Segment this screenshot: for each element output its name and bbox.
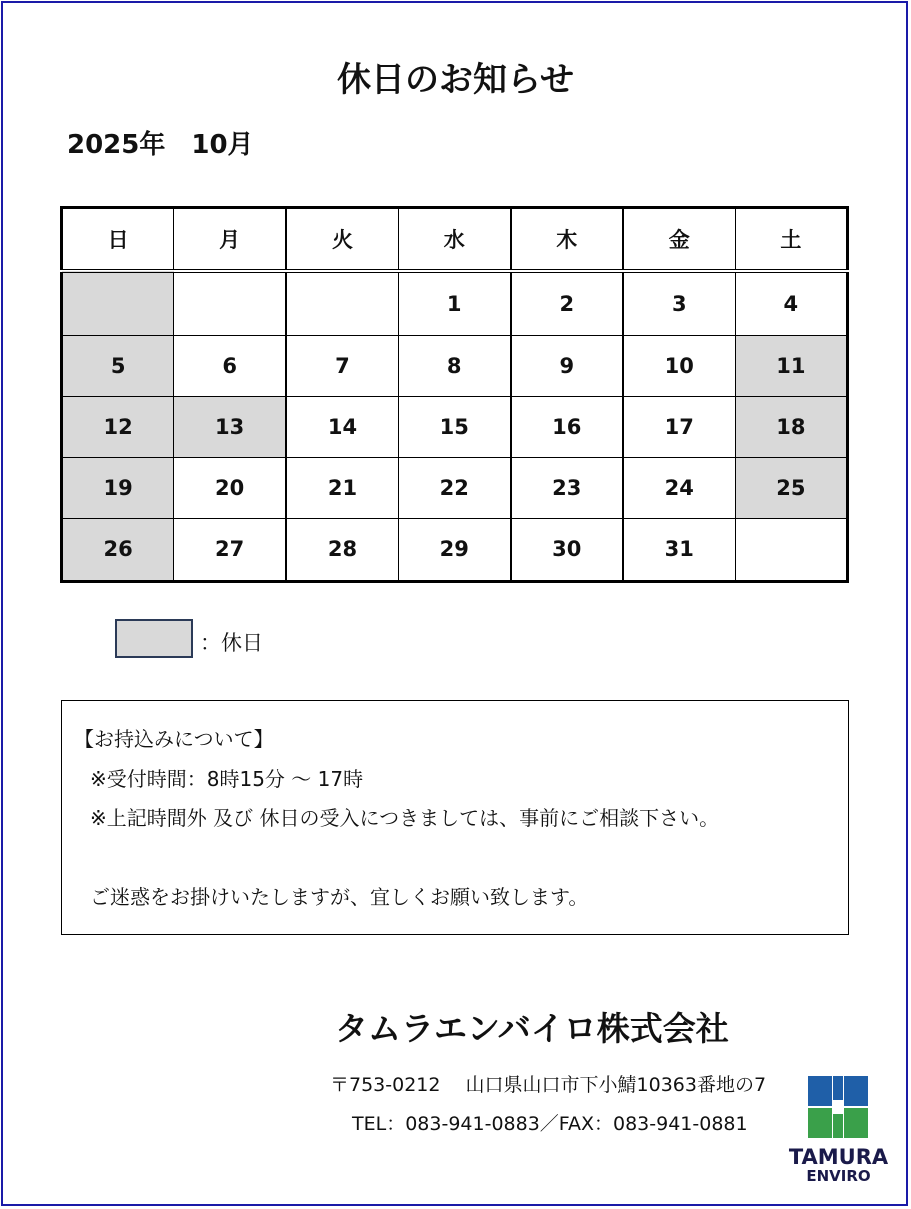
notice-box: [61, 700, 849, 935]
calendar-day: 27: [174, 518, 286, 581]
calendar-day: 9: [511, 336, 623, 397]
calendar-day: 6: [174, 336, 286, 397]
calendar-day: 22: [398, 457, 510, 518]
weekday-header: 月: [174, 208, 286, 272]
calendar-day: 16: [511, 396, 623, 457]
calendar-day: [735, 518, 847, 581]
calendar-day-holiday: [62, 271, 174, 336]
weekday-header: 火: [286, 208, 398, 272]
notice-closing: ご迷惑をお掛けいたしますが、宜しくお願い致します。: [90, 885, 589, 909]
calendar-day: 29: [398, 518, 510, 581]
calendar-day: 21: [286, 457, 398, 518]
calendar-day: 3: [623, 271, 735, 336]
page-title: 休日のお知らせ: [337, 60, 574, 100]
calendar-day: 8: [398, 336, 510, 397]
calendar-day: 4: [735, 271, 847, 336]
calendar-day: 17: [623, 396, 735, 457]
calendar-day: 28: [286, 518, 398, 581]
logo-text-tamura: TAMURA: [788, 1145, 889, 1169]
weekday-header: 日: [62, 208, 174, 272]
calendar-week-row: [62, 336, 848, 397]
weekday-header: 水: [398, 208, 510, 272]
calendar-day-holiday: 19: [62, 457, 174, 518]
company-name: タムラエンバイロ株式会社: [335, 1009, 729, 1048]
calendar-day: 14: [286, 396, 398, 457]
calendar-day: 23: [511, 457, 623, 518]
calendar-day-holiday: 11: [735, 336, 847, 397]
calendar-table: [60, 206, 849, 583]
calendar-day: 7: [286, 336, 398, 397]
calendar-day-holiday: 26: [62, 518, 174, 581]
calendar-day-holiday: 18: [735, 396, 847, 457]
logo-text-enviro: ENVIRO: [806, 1167, 871, 1185]
calendar-day-holiday: 5: [62, 336, 174, 397]
company-contact: TEL：083-941-0883／FAX：083-941-0881: [352, 1113, 748, 1135]
calendar-day: 15: [398, 396, 510, 457]
notice-outside-hours: ※上記時間外 及び 休日の受入につきましては、事前にご相談下さい。: [90, 806, 720, 830]
calendar-day: 20: [174, 457, 286, 518]
holiday-legend-swatch: [115, 619, 193, 658]
calendar-day: 1: [398, 271, 510, 336]
calendar-week-row: [62, 396, 848, 457]
calendar-day-holiday: 12: [62, 396, 174, 457]
calendar-day: [286, 271, 398, 336]
calendar-day: 31: [623, 518, 735, 581]
company-address: 〒753-0212 山口県山口市下小鯖10363番地の7: [330, 1074, 767, 1096]
weekday-header-row: [62, 208, 848, 272]
calendar-day-holiday: 13: [174, 396, 286, 457]
calendar-day: [174, 271, 286, 336]
calendar-day: 30: [511, 518, 623, 581]
holiday-legend-label: ：休日: [200, 631, 263, 655]
calendar-week-row: [62, 457, 848, 518]
calendar-day: 24: [623, 457, 735, 518]
weekday-header: 木: [511, 208, 623, 272]
calendar-day: 10: [623, 336, 735, 397]
weekday-header: 金: [623, 208, 735, 272]
calendar-day-holiday: 25: [735, 457, 847, 518]
notice-hours: ※受付時間：8時15分 〜 17時: [90, 767, 364, 791]
calendar-week-row: [62, 518, 848, 581]
calendar-day: 2: [511, 271, 623, 336]
calendar-week-row: [62, 271, 848, 336]
year-month: 2025年 10月: [67, 130, 254, 160]
notice-heading: 【お持込みについて】: [74, 727, 274, 751]
weekday-header: 土: [735, 208, 847, 272]
